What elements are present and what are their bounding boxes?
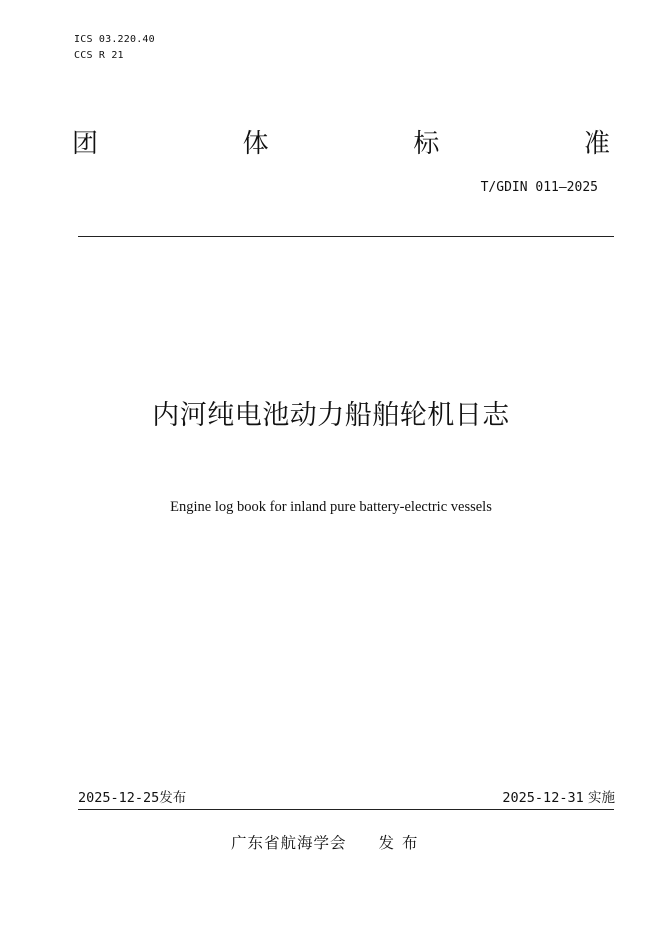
publisher-name: 广东省航海学会 <box>231 834 347 852</box>
bottom-divider <box>78 809 614 810</box>
implement-label: 实施 <box>588 790 615 806</box>
document-title-zh: 内河纯电池动力船舶轮机日志 <box>152 400 510 431</box>
issue-date: 2025-12-25 <box>78 790 160 806</box>
standard-type-char: 体 <box>242 129 269 159</box>
standard-type-heading <box>72 124 610 164</box>
classification-codes <box>74 32 155 64</box>
implement-date-line <box>502 788 615 808</box>
top-divider <box>78 236 614 237</box>
issue-date-line <box>78 788 186 808</box>
issue-label: 发布 <box>159 790 187 806</box>
ccs-code: CCS R 21 <box>74 50 124 61</box>
ics-code: ICS 03.220.40 <box>74 34 155 45</box>
standard-number: T/GDIN 011—2025 <box>480 180 598 195</box>
publisher-line <box>231 832 426 854</box>
publisher-action: 发布 <box>378 834 426 852</box>
standard-type-char: 准 <box>583 129 610 159</box>
document-title-en: Engine log book for inland pure battery-electric vessels <box>170 499 492 515</box>
implement-date: 2025-12-31 <box>502 790 584 806</box>
standard-type-char: 标 <box>413 129 440 159</box>
standard-type-char: 团 <box>72 129 99 159</box>
